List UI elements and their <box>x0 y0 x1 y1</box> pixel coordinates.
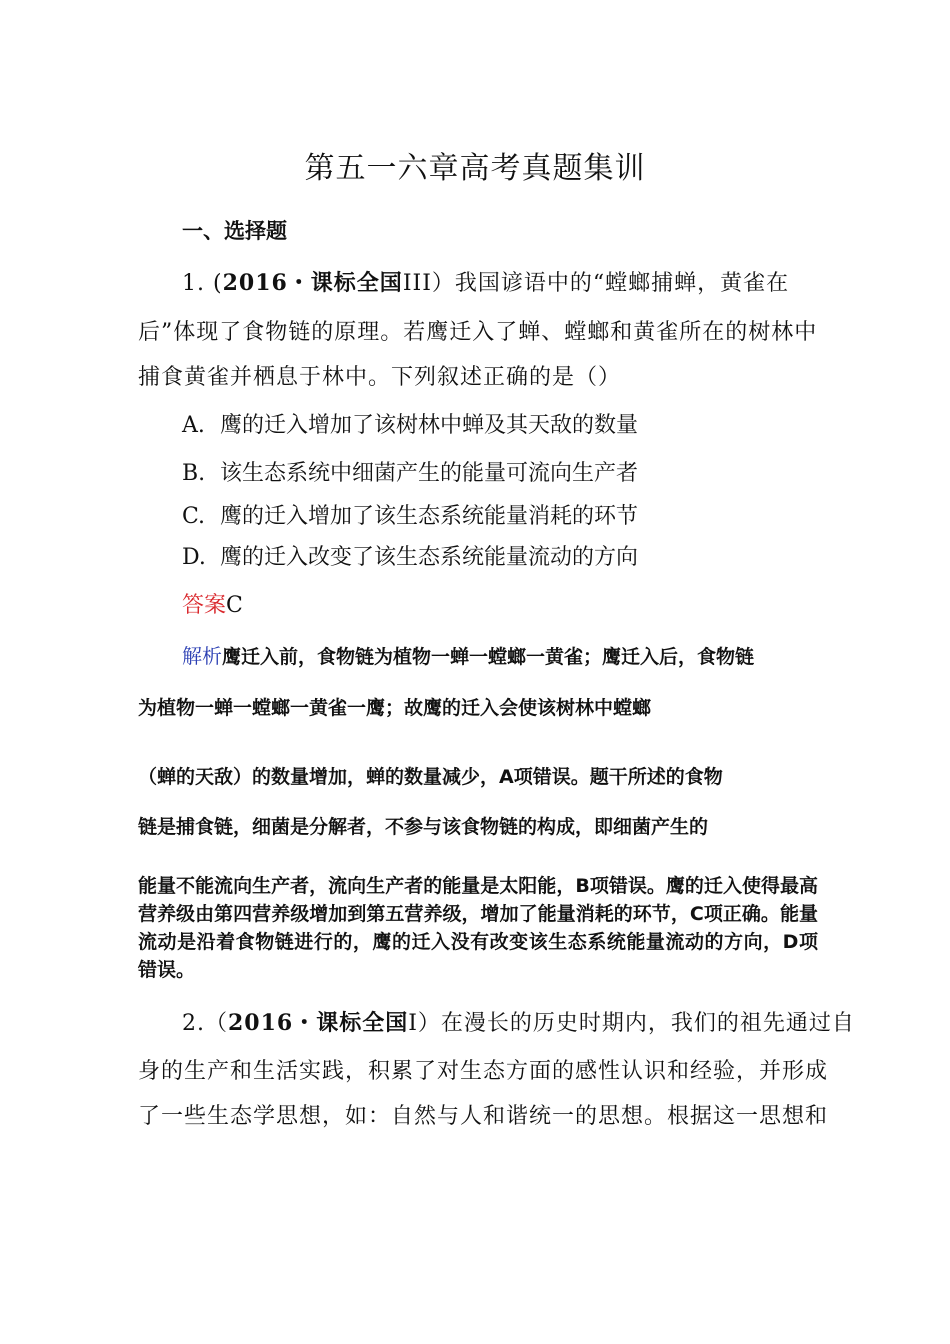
question-2-line-2: 身的生产和生活实践，积累了对生态方面的感性认识和经验，并形成 <box>138 1059 829 1084</box>
page-title: 第五一六章高考真题集训 <box>304 151 646 186</box>
question-1-source: 2016・课标全国 <box>222 270 403 296</box>
option-c-label: C. <box>182 504 206 529</box>
answer-value: C <box>226 593 243 618</box>
option-d-text: 鹰的迁入改变了该生态系统能量流动的方向 <box>220 545 639 570</box>
question-2-line-1 <box>182 1006 855 1037</box>
question-1-line-2: 后”体现了食物链的原理。若鹰迁入了蝉、螳螂和黄雀所在的树林中 <box>138 320 818 345</box>
question-2-number: 2.（ <box>182 1011 228 1036</box>
analysis-paragraph: 能量不能流向生产者，流向生产者的能量是太阳能，B项错误。鹰的迁入使得最高营养级由第四营养级增加到第五营养级，增加了能量消耗的环节，C项正确。能量流动是沿着食物链进行的，鹰的迁入没有改变该生态系统能量流动的方向，D项错误。 <box>138 875 818 981</box>
question-1-line-3: 捕食黄雀并栖息于林中。下列叙述正确的是（） <box>138 365 622 390</box>
question-2-stem-start: I）在漫长的历史时期内，我们的祖先通过自 <box>408 1011 855 1036</box>
option-d-label: D. <box>182 545 206 570</box>
answer-line <box>182 588 243 619</box>
analysis-line-4: 链是捕食链，细菌是分解者，不参与该食物链的构成，即细菌产生的 <box>138 816 709 838</box>
option-a <box>182 408 638 439</box>
analysis-line-2: 为植物一蝉一螳螂一黄雀一鹰；故鹰的迁入会使该树林中螳螂 <box>138 697 652 719</box>
option-a-label: A. <box>182 413 205 438</box>
question-1-number: 1. ( <box>182 271 223 296</box>
option-a-text: 鹰的迁入增加了该树林中蝉及其天敌的数量 <box>220 413 639 438</box>
option-c <box>182 499 638 530</box>
question-2-line-3: 了一些生态学思想，如：自然与人和谐统一的思想。根据这一思想和 <box>138 1104 829 1129</box>
question-1-stem-start: III）我国谚语中的“螳螂捕蝉，黄雀在 <box>402 271 790 296</box>
question-2-source: 2016・课标全国 <box>228 1010 409 1036</box>
analysis-label: 解析 <box>182 644 222 668</box>
analysis-line-3: （蝉的天敌）的数量增加，蝉的数量减少，A项错误。题干所述的食物 <box>138 766 723 788</box>
option-b-text: 该生态系统中细菌产生的能量可流向生产者 <box>220 461 639 486</box>
option-c-text: 鹰的迁入增加了该生态系统能量消耗的环节 <box>220 504 639 529</box>
question-1-line-1 <box>182 266 789 297</box>
section-heading: 一、选择题 <box>182 218 287 243</box>
answer-label: 答案 <box>182 593 227 618</box>
analysis-text-1: 鹰迁入前，食物链为植物一蝉一螳螂一黄雀；鹰迁入后，食物链 <box>222 646 755 668</box>
option-b <box>182 456 638 487</box>
analysis-line-1 <box>182 640 754 669</box>
option-b-label: B. <box>182 461 206 486</box>
option-d <box>182 540 638 571</box>
